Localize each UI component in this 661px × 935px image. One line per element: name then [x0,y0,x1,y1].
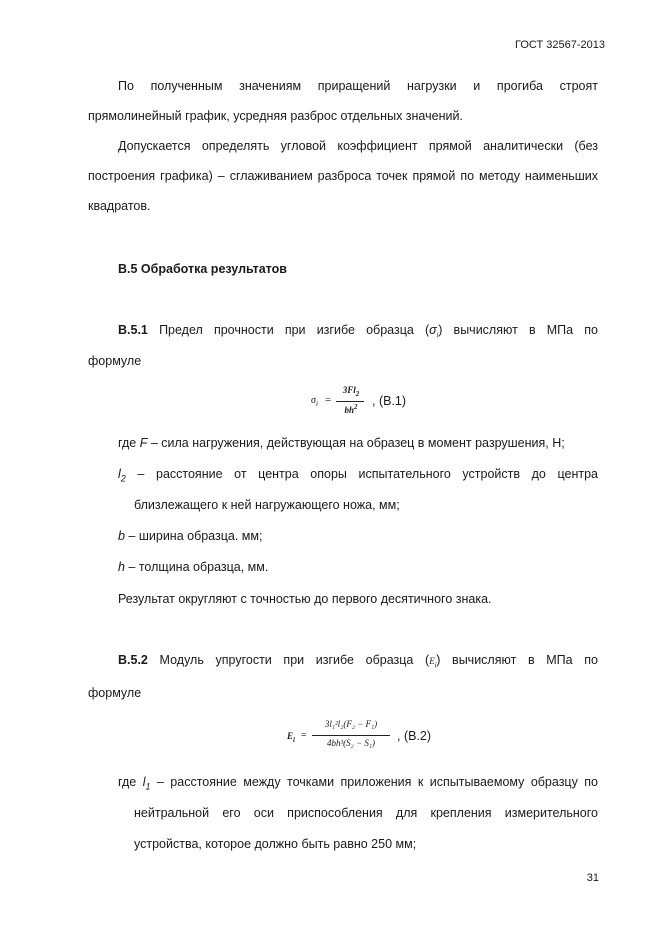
formula-b2-fraction-bar [312,735,390,736]
definition-l2 [118,467,598,484]
definition-l1-continuation-2: устройства, которое должно быть равно 250 мм; [134,837,417,851]
clause-b52-line2: формуле [88,686,142,700]
definition-b-text: – ширина образца. мм; [124,529,263,543]
formula-b2-eq: = [301,730,307,741]
definition-h-text: – толщина образца, мм. [124,560,269,574]
formula-b2-lhs-sub: i [293,735,295,744]
formula-b1-label: , (В.1) [372,394,407,408]
clause-b52-text-after: ) вычисляют в МПа по [436,653,598,667]
definition-F-text: – сила нагружения, действующая на образец в момент разрушения, Н; [147,436,565,450]
formula-b2-denominator: 4bh³(S₂ − S₁) [326,738,376,748]
formula-b1-denominator-sup: 2 [354,403,358,411]
definition-l2-sub: 2 [120,473,126,484]
formula-b1-lhs-sub: i [315,400,318,408]
clause-b51-symbol: σ [429,323,437,337]
definition-l1-symbol: l [142,775,146,789]
rounding-note: Результат округляют с точностью до первого десятичного знака. [118,592,492,606]
clause-b51-symbol-sub: i [436,332,439,340]
clause-b52-number: В.5.2 [118,653,148,667]
formula-b1-eq: = [325,394,332,406]
clause-b51-text-after: ) вычисляют в МПа по [438,323,598,337]
formula-b2-label: , (В.2) [397,729,432,743]
definition-l1-continuation-1: нейтральной его оси приспособления для крепления измерительного [134,806,598,820]
clause-b52-text-before: Модуль упругости при изгибе образца ( [159,653,430,667]
formula-b1-fraction-bar [336,401,364,402]
definition-l2-text: – расстояние от центра опоры испытательного устройств до центра [125,467,598,481]
clause-b52-symbol-sub: i [434,662,437,670]
document-header: ГОСТ 32567-2013 [515,39,605,51]
clause-b52-line1 [118,653,598,670]
paragraph-least-squares: Допускается определять угловой коэффициент прямой аналитически (без построения графика) – сглаживанием разброса точек прямой по методу наименьших квадратов. [88,139,598,213]
clause-b51-line2: формуле [88,354,142,368]
clause-b51-text-before: Предел прочности при изгибе образца ( [159,323,430,337]
definition-b [118,529,598,543]
formula-b2-lhs: E [287,731,294,741]
definition-l2-symbol: l [118,467,121,481]
page-number: 31 [586,872,599,884]
definition-F-symbol: F [139,436,148,450]
definition-l1-sub: 1 [145,781,151,792]
formula-b1-numerator: 3Fl [342,385,356,395]
definition-l1: где $l_1$ – расстояние между точками приложения к испытываемому образцу по [118,775,598,792]
formula-b1-denominator: bh [344,405,354,415]
paragraph-graph: По полученным значениям приращений нагрузки и прогиба строят прямолинейный график, усредняя разброс отдельных значений. [88,79,598,123]
section-heading: В.5 Обработка результатов [118,262,287,276]
definition-b-symbol: b [118,529,125,543]
clause-b51-line1 [118,323,598,340]
definition-F: где F – сила нагружения, действующая на образец в момент разрушения, Н; [118,436,565,450]
definition-h [118,560,598,574]
formula-b1-lhs: σ [311,395,316,406]
definition-h-symbol: h [118,560,125,574]
clause-b51-number: В.5.1 [118,323,148,337]
definition-l2-continuation: близлежащего к ней нагружающего ножа, мм; [134,498,400,512]
clause-b52-symbol: E [429,656,435,666]
formula-b1-numerator-sub: 2 [355,389,360,398]
formula-b2-numerator: 3l₁²l₂(F₂ − F₁) [324,719,378,729]
definition-l1-text: – расстояние между точками приложения к испытываемому образцу по [150,775,598,789]
